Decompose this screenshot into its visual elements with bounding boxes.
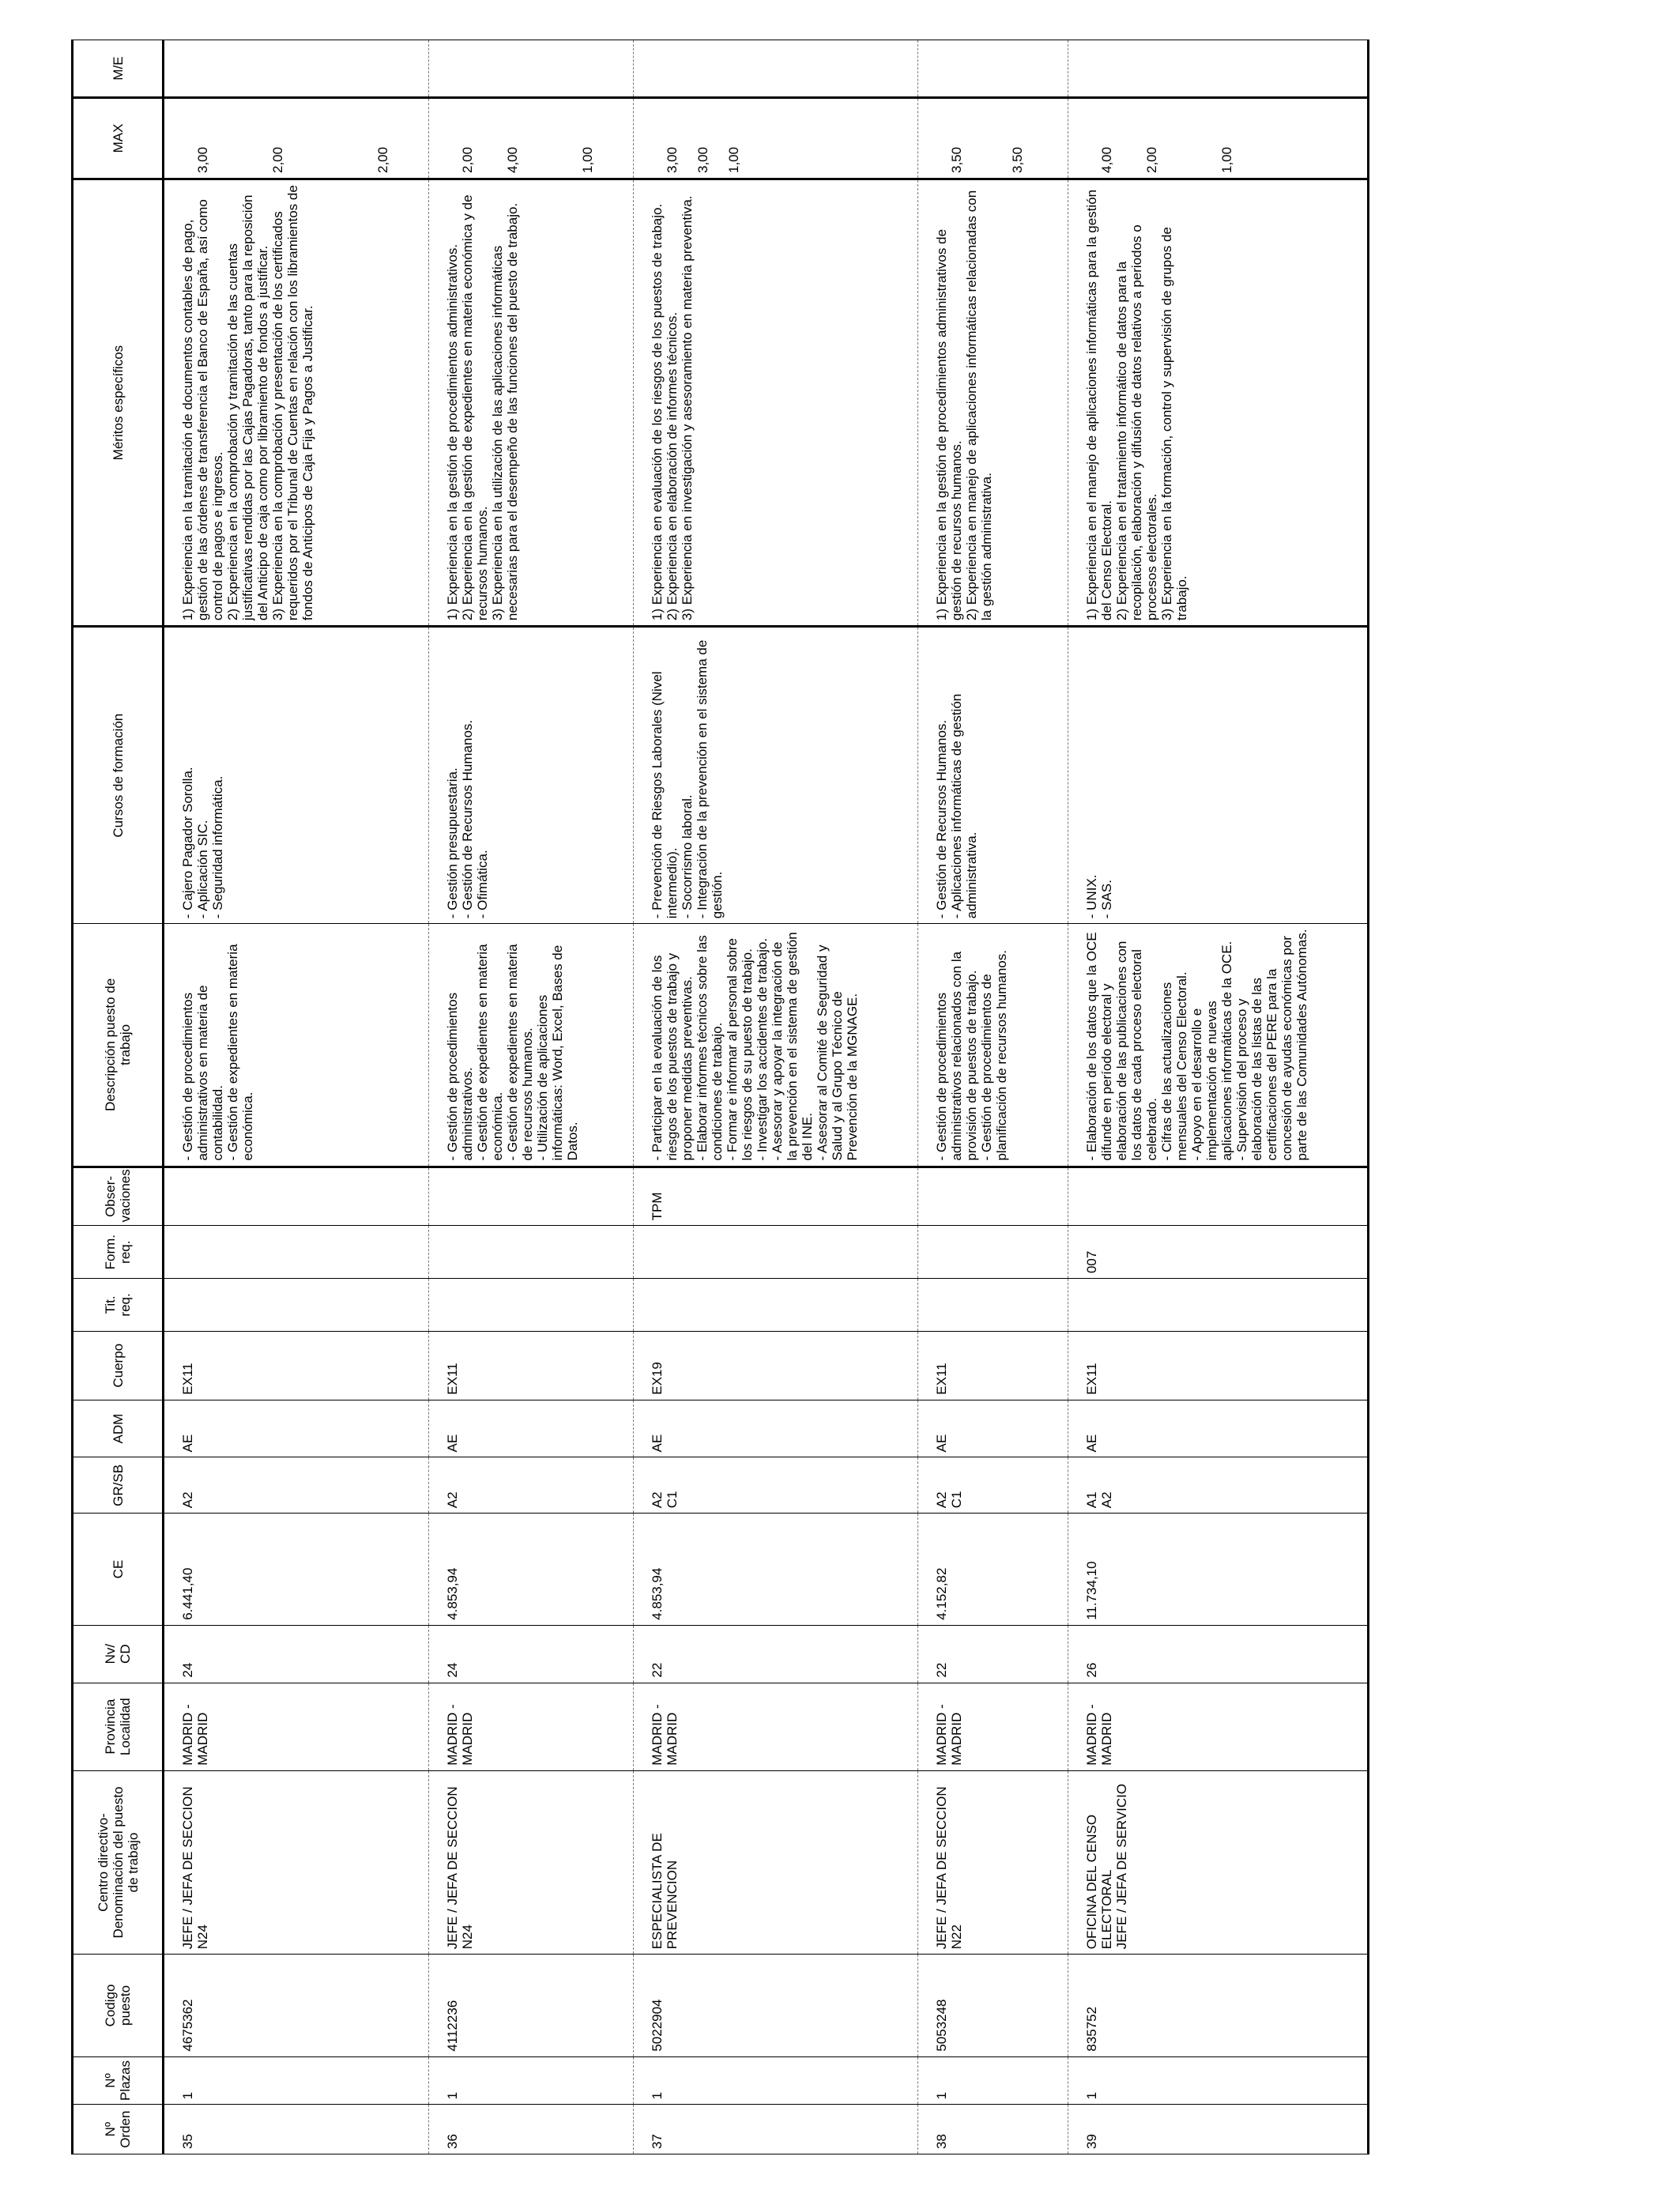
cell-meritos: 1) Experiencia en la gestión de procedimientos administrativos de gestión de recursos humanos. 2) Experiencia en manejo de aplicaciones informáticas relacionadas con la gestión administrativa. <box>918 179 1068 627</box>
cell-max <box>429 97 634 179</box>
header-orden: Nº Orden <box>73 2105 164 2154</box>
cell-orden: 39 <box>1068 2105 1369 2154</box>
cell-form <box>164 1226 429 1279</box>
cell-nivel: 22 <box>634 1625 918 1683</box>
header-grsb: GR/SB <box>73 1457 164 1514</box>
cell-denominacion <box>164 1770 429 1955</box>
cell-me <box>429 40 634 98</box>
header-tit: Tit. req. <box>73 1279 164 1332</box>
header-descripcion: Descripción puesto de trabajo <box>73 924 164 1167</box>
header-meritos: Méritos específicos <box>73 179 164 627</box>
cell-denominacion <box>1068 1770 1369 1955</box>
header-observaciones: Obser- vaciones <box>73 1167 164 1226</box>
cell-meritos: 1) Experiencia en la tramitación de documentos contables de pago, gestión de las órdenes de transferencia el Banco de España, así como control de pagos e ingresos. 2) Experiencia en la comprobación y tramitación de las cuentas justificativas rendidas por las Cajas Pagadoras, tanto para la reposición del Anticipo de caja como por libramiento de fondos a justificar. 3) Experiencia en la comprobación y presentación de los certificados requeridos por el Tribunal de Cuentas en relación con los libramientos de fondos de Anticipos de Caja Fija y Pagos a Justificar. <box>164 179 429 627</box>
header-adm: ADM <box>73 1400 164 1457</box>
cell-cuerpo: EX11 <box>918 1331 1068 1400</box>
cell-observaciones <box>164 1167 429 1226</box>
cell-descripcion: - Gestión de procedimientos administrativos relacionados con la provisión de puestos de trabajo. - Gestión de procedimientos de planificación de recursos humanos. <box>918 924 1068 1167</box>
cell-codigo: 5022904 <box>634 1955 918 2056</box>
job-positions-table <box>71 40 1369 2154</box>
cell-orden: 37 <box>634 2105 918 2154</box>
cell-nivel: 24 <box>164 1625 429 1683</box>
cell-observaciones <box>1068 1167 1369 1226</box>
header-cursos: Cursos de formación <box>73 627 164 924</box>
cell-plazas: 1 <box>1068 2056 1369 2105</box>
cell-max <box>634 97 918 179</box>
cell-provincia: MADRID - MADRID <box>634 1683 918 1770</box>
table-row <box>1068 40 1369 2154</box>
max-value: 3,50 <box>1010 146 1025 174</box>
cell-me <box>918 40 1068 98</box>
cell-puesto: ESPECIALISTA DE PREVENCION <box>650 1833 680 1950</box>
cell-grsb: A2 C1 <box>918 1457 1068 1514</box>
header-provincia: Provincia Localidad <box>73 1683 164 1770</box>
max-value: 1,00 <box>726 146 741 174</box>
cell-cursos: - Prevención de Riesgos Laborales (Nivel intermedio). - Socorrismo laboral. - Integración de la prevención en el sistema de gestión. <box>634 627 918 924</box>
table-row <box>918 40 1068 2154</box>
cell-nivel: 24 <box>429 1625 634 1683</box>
cell-orden: 35 <box>164 2105 429 2154</box>
max-value: 2,00 <box>1144 146 1159 174</box>
cell-observaciones: TPM <box>634 1167 918 1226</box>
max-value: 3,00 <box>665 146 680 174</box>
cell-tit <box>164 1279 429 1332</box>
cell-puesto: JEFE / JEFA DE SECCION N22 <box>934 1786 964 1950</box>
cell-centro: OFICINA DEL CENSO ELECTORAL <box>1084 1814 1114 1950</box>
cell-grsb: A2 <box>164 1457 429 1514</box>
cell-adm: AE <box>429 1400 634 1457</box>
cell-codigo: 4675362 <box>164 1955 429 2056</box>
cell-form <box>429 1226 634 1279</box>
cell-puesto: JEFE / JEFA DE SERVICIO <box>1114 1783 1129 1950</box>
cell-ce: 11.734,10 <box>1068 1514 1369 1626</box>
cell-cursos: - Cajero Pagador Sorolla. - Aplicación SIC. - Seguridad informática. <box>164 627 429 924</box>
cell-puesto: JEFE / JEFA DE SECCION N24 <box>180 1786 210 1950</box>
max-value: 3,00 <box>695 146 710 174</box>
cell-codigo: 4112236 <box>429 1955 634 2056</box>
cell-me <box>634 40 918 98</box>
max-value: 2,00 <box>375 146 390 174</box>
cell-orden: 38 <box>918 2105 1068 2154</box>
cell-ce: 4.853,94 <box>429 1514 634 1626</box>
cell-adm: AE <box>634 1400 918 1457</box>
cell-descripcion: - Elaboración de los datos que la OCE difunde en período electoral y elaboración de las publicaciones con los datos de cada proceso electoral celebrado. - Cifras de las actualizaciones mensuales del Censo Electoral. - Apoyo en el desarrollo e implementación de nuevas aplicaciones informáticas de la OCE. - Supervisión del proceso y elaboración de las listas de las certificaciones del PERE para la concesión de ayudas económicas por parte de las Comunidades Autónomas. <box>1068 924 1369 1167</box>
cell-cursos: - UNIX. - SAS. <box>1068 627 1369 924</box>
cell-max <box>1068 97 1369 179</box>
header-form: Form. req. <box>73 1226 164 1279</box>
max-value: 4,00 <box>1099 146 1114 174</box>
header-plazas: Nº Plazas <box>73 2056 164 2105</box>
header-ce: CE <box>73 1514 164 1626</box>
cell-cuerpo: EX19 <box>634 1331 918 1400</box>
cell-denominacion <box>634 1770 918 1955</box>
cell-plazas: 1 <box>634 2056 918 2105</box>
table-row <box>634 40 918 2154</box>
cell-tit <box>1068 1279 1369 1332</box>
cell-codigo: 5053248 <box>918 1955 1068 2056</box>
max-value: 2,00 <box>270 146 285 174</box>
cell-ce: 4.152,82 <box>918 1514 1068 1626</box>
header-me: M/E <box>73 40 164 98</box>
cell-cursos: - Gestión presupuestaria. - Gestión de Recursos Humanos. - Ofimática. <box>429 627 634 924</box>
cell-cuerpo: EX11 <box>1068 1331 1369 1400</box>
cell-cursos: - Gestión de Recursos Humanos. - Aplicaciones informáticas de gestión administrativa. <box>918 627 1068 924</box>
cell-nivel: 22 <box>918 1625 1068 1683</box>
cell-descripcion: - Participar en la evaluación de los riesgos de los puestos de trabajo y proponer medidas preventivas. - Elaborar informes técnicos sobre las condiciones de trabajo. - Formar e informar al personal sobre los riesgos de su puesto de trabajo. - Investigar los accidentes de trabajo. - Asesorar y apoyar la integración de la prevención en el sistema de gestión del INE. - Asesorar al Comité de Seguridad y Salud y al Grupo Técnico de Prevención de la MGNAGE. <box>634 924 918 1167</box>
header-codigo: Codigo puesto <box>73 1955 164 2056</box>
max-value: 1,00 <box>580 146 595 174</box>
max-value: 3,50 <box>949 146 964 174</box>
cell-provincia: MADRID - MADRID <box>164 1683 429 1770</box>
table-row <box>429 40 634 2154</box>
cell-meritos: 1) Experiencia en la gestión de procedimientos administrativos. 2) Experiencia en la gestión de expedientes en materia económica y de recursos humanos. 3) Experiencia en la utilización de las aplicaciones informáticas necesarias para el desempeño de las funciones del puesto de trabajo. <box>429 179 634 627</box>
cell-descripcion: - Gestión de procedimientos administrativos en materia de contabilidad. - Gestión de expedientes en materia económica. <box>164 924 429 1167</box>
cell-denominacion <box>918 1770 1068 1955</box>
cell-plazas: 1 <box>918 2056 1068 2105</box>
cell-puesto: JEFE / JEFA DE SECCION N24 <box>445 1786 475 1950</box>
cell-adm: AE <box>1068 1400 1369 1457</box>
cell-provincia: MADRID - MADRID <box>1068 1683 1369 1770</box>
cell-grsb: A1 A2 <box>1068 1457 1369 1514</box>
cell-max <box>918 97 1068 179</box>
cell-nivel: 26 <box>1068 1625 1369 1683</box>
header-nivel: Nv/ CD <box>73 1625 164 1683</box>
cell-denominacion <box>429 1770 634 1955</box>
cell-cuerpo: EX11 <box>164 1331 429 1400</box>
cell-tit <box>918 1279 1068 1332</box>
cell-plazas: 1 <box>429 2056 634 2105</box>
cell-codigo: 835752 <box>1068 1955 1369 2056</box>
cell-form <box>634 1226 918 1279</box>
header-row <box>73 40 164 2154</box>
max-value: 2,00 <box>460 146 475 174</box>
cell-grsb: A2 C1 <box>634 1457 918 1514</box>
cell-ce: 4.853,94 <box>634 1514 918 1626</box>
cell-adm: AE <box>164 1400 429 1457</box>
cell-orden: 36 <box>429 2105 634 2154</box>
max-value: 3,00 <box>195 146 210 174</box>
cell-tit <box>634 1279 918 1332</box>
cell-meritos: 1) Experiencia en evaluación de los riesgos de los puestos de trabajo. 2) Experiencia en elaboración de informes técnicos. 3) Experiencia en investigación y asesoramiento en materia preventiva. <box>634 179 918 627</box>
cell-grsb: A2 <box>429 1457 634 1514</box>
cell-descripcion: - Gestión de procedimientos administrativos. - Gestión de expedientes en materia económica. - Gestión de expedientes en materia de recursos humanos. - Utilización de aplicaciones informáticas: Word, Excel, Bases de Datos. <box>429 924 634 1167</box>
max-value: 4,00 <box>505 146 520 174</box>
table-row <box>164 40 429 2154</box>
cell-form: 007 <box>1068 1226 1369 1279</box>
cell-tit <box>429 1279 634 1332</box>
cell-adm: AE <box>918 1400 1068 1457</box>
cell-me <box>164 40 429 98</box>
cell-observaciones <box>429 1167 634 1226</box>
cell-provincia: MADRID - MADRID <box>429 1683 634 1770</box>
cell-observaciones <box>918 1167 1068 1226</box>
cell-meritos: 1) Experiencia en el manejo de aplicaciones informáticas para la gestión del Censo Electoral. 2) Experiencia en el tratamiento informático de datos para la recopilación, elaboración y difusión de datos relativos a periodos o procesos electorales. 3) Experiencia en la formación, control y supervisión de grupos de trabajo. <box>1068 179 1369 627</box>
cell-max <box>164 97 429 179</box>
cell-cuerpo: EX11 <box>429 1331 634 1400</box>
header-denominacion: Centro directivo- Denominación del puesto de trabajo <box>73 1770 164 1955</box>
cell-me <box>1068 40 1369 98</box>
header-cuerpo: Cuerpo <box>73 1331 164 1400</box>
max-value: 1,00 <box>1219 146 1234 174</box>
cell-form <box>918 1226 1068 1279</box>
cell-plazas: 1 <box>164 2056 429 2105</box>
header-max: MAX <box>73 97 164 179</box>
cell-ce: 6.441,40 <box>164 1514 429 1626</box>
cell-provincia: MADRID - MADRID <box>918 1683 1068 1770</box>
